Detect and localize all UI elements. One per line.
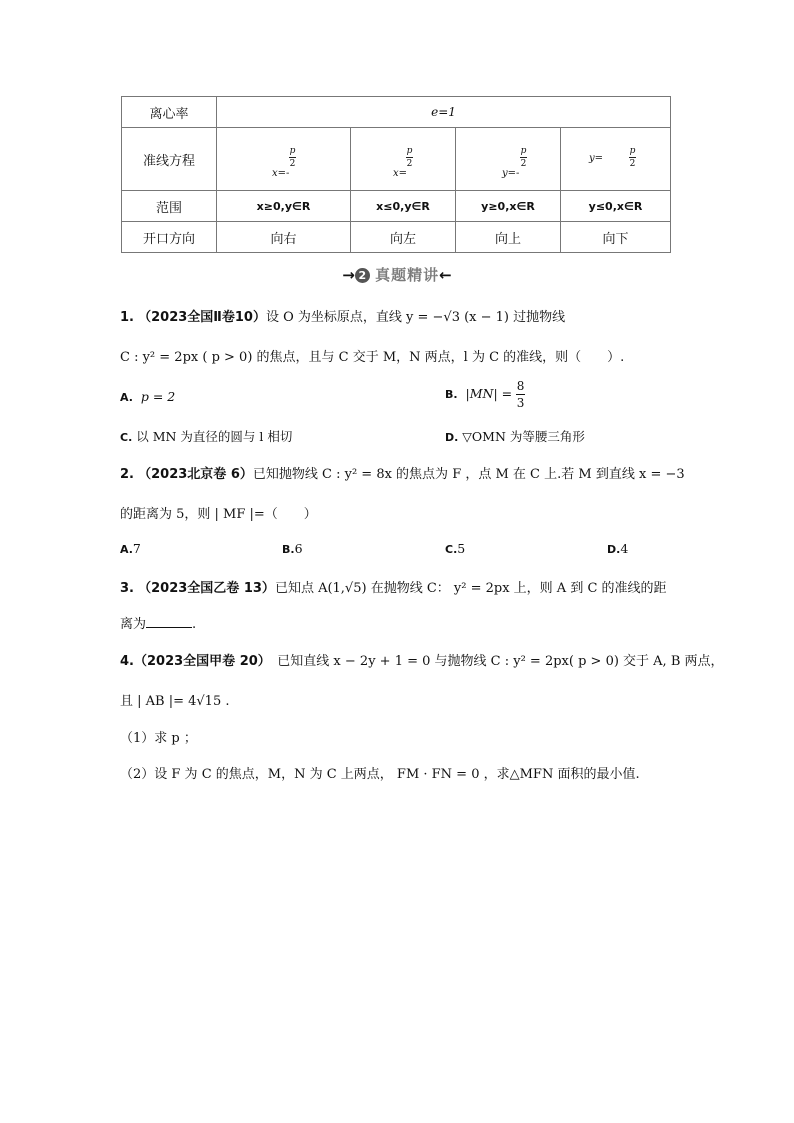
- q2-option-b: B.6: [282, 541, 303, 556]
- q3-source: （2023全国乙卷 13）: [138, 581, 275, 596]
- q1-source: （2023全国Ⅱ卷10）: [138, 310, 266, 325]
- range-cell: x≥0,y∈R: [217, 191, 351, 222]
- q2-option-d: D.4: [607, 541, 629, 556]
- q3-number: 3.: [120, 581, 134, 596]
- q4-number: 4.: [120, 654, 134, 669]
- directrix-cell-up: [456, 128, 561, 191]
- directrix-cell-right: [217, 128, 351, 191]
- directrix-prefix: x=-: [272, 168, 290, 179]
- q2-option-a: A.7: [120, 541, 141, 556]
- directrix-fraction: p 2: [406, 146, 413, 169]
- q4-line2: 且 | AB |= 4√15 .: [120, 694, 230, 709]
- q3-line2: 离为 .: [120, 617, 197, 632]
- range-cell: x≤0,y∈R: [351, 191, 456, 222]
- q1-option-b: B. |MN| = $\frac{8}{3}$: [445, 379, 525, 410]
- eccentricity-row: [122, 97, 671, 128]
- opening-cell: 向上: [456, 222, 561, 253]
- directrix-cell-down: [561, 128, 671, 191]
- directrix-fraction: p 2: [289, 146, 296, 169]
- directrix-label: 准线方程: [122, 128, 217, 191]
- directrix-fraction: p 2: [520, 146, 527, 169]
- directrix-cell-left: [351, 128, 456, 191]
- q1-option-b-fraction: $\frac{8}{3}$: [516, 379, 525, 410]
- eccentricity-label: 离心率: [122, 97, 217, 128]
- range-cell: y≥0,x∈R: [456, 191, 561, 222]
- opening-cell: 向左: [351, 222, 456, 253]
- opening-cell: 向下: [561, 222, 671, 253]
- eccentricity-value: e=1: [217, 97, 671, 128]
- q1-text: 设 O 为坐标原点，直线 y = −√3 (x − 1) 过抛物线: [265, 310, 566, 325]
- q1-option-a: A. p = 2: [120, 389, 176, 404]
- q3-line1: [120, 577, 667, 596]
- directrix-prefix: x=: [393, 168, 408, 179]
- q1-option-d: D. ▽OMN 为等腰三角形: [445, 429, 585, 444]
- q4-sub1: （1）求 p ；: [120, 731, 197, 746]
- range-label: 范围: [122, 191, 217, 222]
- q1-option-c: C. 以 MN 为直径的圆与 l 相切: [120, 429, 293, 444]
- directrix-prefix: y=-: [502, 168, 520, 179]
- directrix-row: [122, 128, 671, 191]
- q2-source: （2023北京卷 6）: [138, 467, 253, 482]
- range-row: [122, 191, 671, 222]
- range-cell: y≤0,x∈R: [561, 191, 671, 222]
- section-header: [0, 264, 794, 285]
- q2-number: 2.: [120, 467, 134, 482]
- q4-text: 已知直线 x − 2y + 1 = 0 与抛物线 C : y² = 2px( p > 0) 交于 A, B 两点，: [264, 654, 724, 669]
- opening-label: 开口方向: [122, 222, 217, 253]
- section-title: 真题精讲: [375, 266, 440, 284]
- q1-line2: C : y² = 2px ( p > 0) 的焦点，且与 C 交于 M，N 两点，l 为 C 的准线，则（ ）.: [120, 350, 625, 365]
- directrix-prefix: y=: [589, 153, 604, 164]
- q1-line1: [120, 306, 565, 325]
- arrow-right-icon: →: [342, 266, 355, 284]
- q2-option-c: C.5: [445, 541, 466, 556]
- q2-line2: 的距离为 5，则 | MF |=（ ）: [120, 507, 317, 522]
- q3-text: 已知点 A(1,√5) 在抛物线 C： y² = 2px 上，则 A 到 C 的准线的距: [274, 581, 667, 596]
- opening-row: [122, 222, 671, 253]
- q4-sub2: （2）设 F 为 C 的焦点，M，N 为 C 上两点， FM · FN = 0 ，求△MFN 面积的最小值.: [120, 767, 640, 782]
- q1-number: 1.: [120, 310, 134, 325]
- q2-text: 已知抛物线 C : y² = 8x 的焦点为 F ，点 M 在 C 上.若 M 到直线 x = −3: [252, 467, 685, 482]
- q4-source: （2023全国甲卷 20）: [133, 654, 265, 669]
- q4-line1: [120, 650, 724, 669]
- directrix-fraction: p 2: [629, 146, 636, 169]
- section-number-badge: 2: [355, 268, 370, 283]
- answer-blank: [146, 617, 192, 628]
- q2-line1: [120, 463, 685, 482]
- arrow-left-icon: ←: [439, 266, 452, 284]
- opening-cell: 向右: [217, 222, 351, 253]
- parabola-properties-table: [121, 96, 671, 253]
